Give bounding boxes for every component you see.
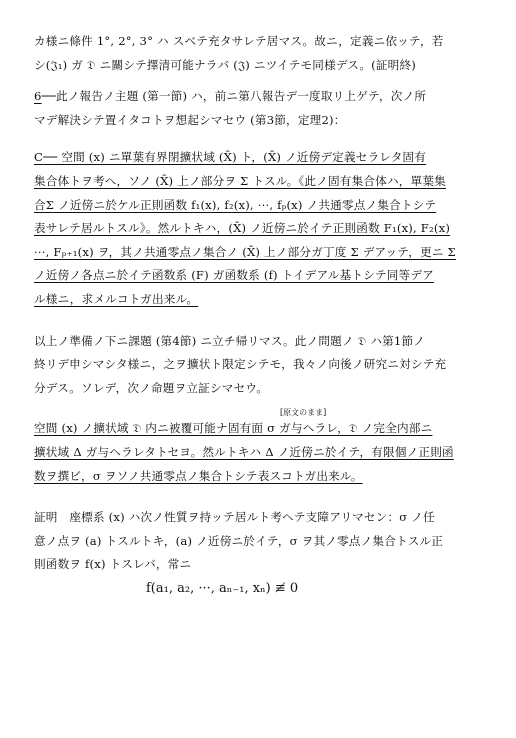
text-line: 意ノ点ヲ (a) トスルトキ，(a) ノ近傍ニ於イテ，σ ヲ其ノ零点ノ集合トスル正 xyxy=(34,533,444,548)
text-line: 合Σ ノ近傍ニ於ケル正則函数 f₁(x), f₂(x), ···, fₚ(x) ノ共通零点ノ集合トシテ xyxy=(34,197,437,212)
text-line: 擴状域 Δ ガ与ヘラレタトセヨ。然ルトキハ Δ ノ近傍ニ於イテ，有限個ノ正則函 xyxy=(34,444,454,459)
text-line: 集合体トヲ考ヘ，ソノ (X̄) 上ノ部分ヲ Σ トスル。《此ノ固有集合体ハ，單葉集 xyxy=(34,173,446,188)
text-line: ル様ニ，求メルコトガ出来ル。 xyxy=(34,291,199,306)
section-marker-c: C xyxy=(34,150,44,165)
formula: f(a₁, a₂, ···, aₙ₋₁, xₙ) ≢ 0 xyxy=(146,580,299,596)
text-line: C── 空間 (x) ニ單葉有界閉擴状域 (X̄) ト，(X̄) ノ近傍デ定義セラレタ固有 xyxy=(34,150,427,165)
text-line: 以上ノ準備ノ下ニ課題 (第4節) ニ立チ帰リマス。此ノ問題ノ 𝔇 ハ第1節ノ xyxy=(34,333,426,348)
text-line: ···, Fₚ₊₁(x) ヲ，其ノ共通零点ノ集合ノ (X̄) 上ノ部分ガ丁度 Σ デアッテ，更ニ Σ xyxy=(34,244,456,259)
text-line: マデ解決シテ置イタコトヲ想起シマセウ (第3節，定理2)： xyxy=(34,112,346,127)
text-line: 表サレテ居ルトスル》。然ルトキハ，(X̄) ノ近傍ニ於イテ正則函数 F₁(x), F₂(x) xyxy=(34,221,451,236)
paragraph-topic-6 xyxy=(22,85,502,132)
text-line: 証明 座標系 (x) ハ次ノ性質ヲ持ッテ居ルト考ヘテ支障アリマセン：σ ノ任 xyxy=(34,510,435,525)
text-line: 6──此ノ報告ノ主題 (第一節) ハ，前ニ第八報告デ一度取リ上ゲテ，次ノ所 xyxy=(34,89,427,104)
paragraph-preparation xyxy=(22,330,502,401)
text-line: ノ近傍ノ各点ニ於イテ函数系 (F) ガ函数系 (f) トイデアル基トシテ同等デア xyxy=(34,268,434,283)
text-line: 終リデ申シマシタ様ニ，之ヲ擴状ト限定シテモ，我々ノ向後ノ研究ニ対シテ充 xyxy=(34,357,447,372)
text-line: 分デス。ソレデ，次ノ命題ヲ立証シマセウ。 xyxy=(34,380,269,395)
editor-note: [原文のまま] xyxy=(280,408,327,418)
text-line: カ様ニ條件 1°, 2°, 3° ハ スベテ充タサレテ居マス。故ニ，定義ニ依ッテ，若 xyxy=(34,34,444,48)
paragraph-proposition-c xyxy=(22,146,502,311)
text-line: シ(𝔍₁) ガ 𝔇 ニ關シテ擇清可能ナラバ (𝔍) ニツイテモ同様デス。(証明終) xyxy=(34,57,416,72)
text-line: 数ヲ撰ビ，σ ヲソノ共通零点ノ集合トシテ表スコトガ出来ル。 xyxy=(34,468,363,483)
paragraph-proof xyxy=(22,506,502,577)
paragraph-proposition xyxy=(22,417,502,488)
text-line: 則函数ヲ f(x) トスレバ，常ニ xyxy=(34,557,192,572)
paragraph-conclusion xyxy=(22,30,502,77)
text-line: 空間 (x) ノ擴状域 𝔇 内ニ被覆可能ナ固有面 σ ガ与ヘラレ，𝔇 ノ完全内部ニ xyxy=(34,421,433,436)
section-marker-6: 6 xyxy=(34,89,42,104)
